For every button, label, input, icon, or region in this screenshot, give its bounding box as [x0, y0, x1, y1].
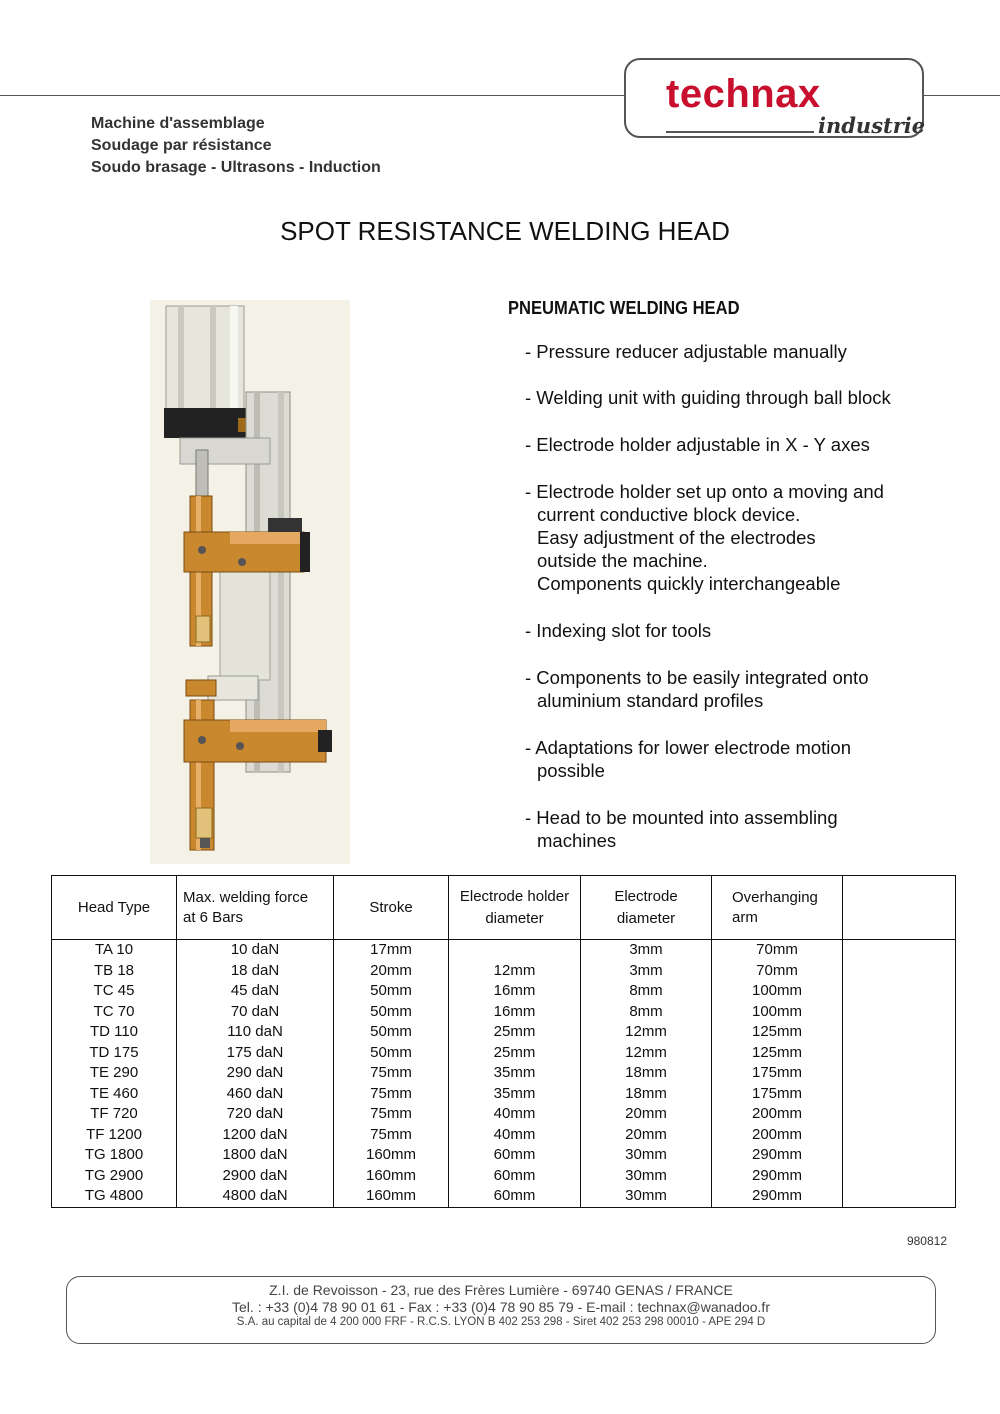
table-cell: 175mm	[712, 1084, 843, 1105]
table-cell: 12mm	[581, 1022, 712, 1043]
page-title: SPOT RESISTANCE WELDING HEAD	[280, 216, 730, 246]
table-cell: 18mm	[581, 1084, 712, 1105]
table-cell	[843, 1166, 956, 1187]
table-cell	[843, 1043, 956, 1064]
table-cell: 75mm	[334, 1104, 449, 1125]
feature-line: - Head to be mounted into assembling	[525, 807, 838, 828]
table-cell: 8mm	[581, 1002, 712, 1023]
section-heading: PNEUMATIC WELDING HEAD	[508, 298, 740, 318]
table-cell: 60mm	[449, 1186, 581, 1207]
table-cell: 160mm	[334, 1166, 449, 1187]
table-cell: 290mm	[712, 1145, 843, 1166]
table-cell: 75mm	[334, 1125, 449, 1146]
header-rule-left	[0, 95, 626, 96]
table-cell: 30mm	[581, 1145, 712, 1166]
table-row	[52, 1043, 956, 1064]
table-cell: TA 10	[52, 940, 177, 961]
feature-item	[525, 619, 711, 642]
table-cell: 8mm	[581, 981, 712, 1002]
table-cell: 3mm	[581, 961, 712, 982]
table-cell: 40mm	[449, 1104, 581, 1125]
logo-subtitle: industrie	[818, 113, 926, 138]
feature-line: - Electrode holder adjustable in X - Y axes	[525, 434, 870, 455]
table-cell: 160mm	[334, 1186, 449, 1207]
company-line: Machine d'assemblage	[91, 115, 265, 132]
table-cell: 1200 daN	[177, 1125, 334, 1146]
table-cell: 160mm	[334, 1145, 449, 1166]
feature-item	[525, 806, 838, 852]
table-cell: 40mm	[449, 1125, 581, 1146]
table-row	[52, 1022, 956, 1043]
table-cell: TC 45	[52, 981, 177, 1002]
feature-continuation: possible	[537, 760, 605, 781]
table-cell	[449, 940, 581, 961]
company-line: Soudo brasage - Ultrasons - Induction	[91, 159, 381, 176]
table-cell: 100mm	[712, 1002, 843, 1023]
table-cell: TF 1200	[52, 1125, 177, 1146]
table-cell: TC 70	[52, 1002, 177, 1023]
table-row	[52, 940, 956, 961]
table-cell: 200mm	[712, 1125, 843, 1146]
table-cell: 16mm	[449, 981, 581, 1002]
table-cell	[843, 1186, 956, 1207]
table-cell: 18mm	[581, 1063, 712, 1084]
table-cell: 200mm	[712, 1104, 843, 1125]
feature-continuation: current conductive block device.	[537, 504, 801, 525]
table-cell: 30mm	[581, 1166, 712, 1187]
column-header-holder-diameter: Electrode holder diameter	[449, 876, 581, 940]
table-cell: TG 1800	[52, 1145, 177, 1166]
document-reference: 980812	[906, 1234, 947, 1248]
footer-contact: Tel. : +33 (0)4 78 90 01 61 - Fax : +33 (0)4 78 90 85 79 - E-mail : technax@wanadoo.fr	[232, 1299, 770, 1315]
table-cell: 12mm	[449, 961, 581, 982]
footer	[66, 1276, 936, 1344]
company-line: Soudage par résistance	[91, 137, 272, 154]
table-cell	[843, 1022, 956, 1043]
feature-continuation: Easy adjustment of the electrodes	[537, 527, 816, 548]
table-cell: 25mm	[449, 1022, 581, 1043]
feature-item	[525, 736, 851, 782]
table-cell: 1800 daN	[177, 1145, 334, 1166]
table-row	[52, 1002, 956, 1023]
header-rule-right	[920, 95, 1000, 96]
table-row	[52, 1166, 956, 1187]
table-cell: 290 daN	[177, 1063, 334, 1084]
table-cell: 460 daN	[177, 1084, 334, 1105]
table-cell: TF 720	[52, 1104, 177, 1125]
table-row	[52, 1104, 956, 1125]
feature-continuation: Components quickly interchangeable	[537, 573, 841, 594]
table-cell: 70mm	[712, 940, 843, 961]
company-activities	[91, 113, 381, 179]
table-cell	[843, 1145, 956, 1166]
feature-continuation: outside the machine.	[537, 550, 708, 571]
table-cell	[843, 1002, 956, 1023]
table-cell: 70 daN	[177, 1002, 334, 1023]
table-cell: TD 175	[52, 1043, 177, 1064]
feature-line: - Welding unit with guiding through ball block	[525, 387, 891, 408]
table-cell	[843, 1084, 956, 1105]
table-cell: TG 2900	[52, 1166, 177, 1187]
logo-underline	[666, 131, 814, 133]
table-cell: 20mm	[334, 961, 449, 982]
table-row	[52, 1125, 956, 1146]
feature-continuation: aluminium standard profiles	[537, 690, 764, 711]
feature-item	[525, 433, 870, 456]
column-header-empty	[843, 876, 956, 940]
table-cell: 175 daN	[177, 1043, 334, 1064]
table-cell: 290mm	[712, 1166, 843, 1187]
footer-address: Z.I. de Revoisson - 23, rue des Frères Lumière - 69740 GENAS / FRANCE	[269, 1282, 733, 1298]
table-row	[52, 961, 956, 982]
column-header-head-type: Head Type	[52, 876, 177, 940]
table-cell: 2900 daN	[177, 1166, 334, 1187]
spec-table-body	[52, 940, 956, 1208]
feature-line: - Indexing slot for tools	[525, 620, 712, 641]
table-cell: 50mm	[334, 981, 449, 1002]
table-cell: 60mm	[449, 1166, 581, 1187]
table-cell: 35mm	[449, 1063, 581, 1084]
column-header-stroke: Stroke	[334, 876, 449, 940]
table-cell: 45 daN	[177, 981, 334, 1002]
table-cell: 175mm	[712, 1063, 843, 1084]
column-header-electrode-diameter: Electrode diameter	[581, 876, 712, 940]
table-cell: 290mm	[712, 1186, 843, 1207]
table-cell: 35mm	[449, 1084, 581, 1105]
table-cell: 12mm	[581, 1043, 712, 1064]
spec-table	[51, 875, 956, 1208]
table-row	[52, 1186, 956, 1207]
feature-item	[525, 386, 891, 409]
feature-item	[525, 666, 869, 712]
table-cell: TD 110	[52, 1022, 177, 1043]
table-cell: 110 daN	[177, 1022, 334, 1043]
table-row	[52, 1063, 956, 1084]
table-cell: 75mm	[334, 1084, 449, 1105]
table-cell: 25mm	[449, 1043, 581, 1064]
table-cell: TB 18	[52, 961, 177, 982]
table-cell	[843, 1125, 956, 1146]
feature-line: - Adaptations for lower electrode motion	[525, 737, 851, 758]
table-cell: 3mm	[581, 940, 712, 961]
table-cell: 125mm	[712, 1022, 843, 1043]
table-cell: 20mm	[581, 1125, 712, 1146]
table-cell	[843, 1063, 956, 1084]
table-cell: TE 290	[52, 1063, 177, 1084]
table-cell: 75mm	[334, 1063, 449, 1084]
feature-item	[525, 480, 884, 595]
table-cell	[843, 961, 956, 982]
table-cell	[843, 940, 956, 961]
table-row	[52, 1084, 956, 1105]
table-cell: 20mm	[581, 1104, 712, 1125]
table-cell	[843, 1104, 956, 1125]
table-cell: TG 4800	[52, 1186, 177, 1207]
table-cell: 4800 daN	[177, 1186, 334, 1207]
table-cell: 50mm	[334, 1022, 449, 1043]
feature-continuation: machines	[537, 830, 617, 851]
table-row	[52, 1145, 956, 1166]
footer-legal: S.A. au capital de 4 200 000 FRF - R.C.S. LYON B 402 253 298 - Siret 402 253 298 00010 - APE 294 D	[236, 1316, 766, 1328]
table-cell: 50mm	[334, 1043, 449, 1064]
table-cell: TE 460	[52, 1084, 177, 1105]
table-cell: 720 daN	[177, 1104, 334, 1125]
table-cell: 100mm	[712, 981, 843, 1002]
table-row	[52, 981, 956, 1002]
table-cell: 16mm	[449, 1002, 581, 1023]
logo-brand: technax	[666, 72, 821, 116]
table-cell: 50mm	[334, 1002, 449, 1023]
column-header-welding-force: Max. welding force at 6 Bars	[177, 876, 334, 940]
column-header-overhanging-arm: Overhanging arm	[712, 876, 843, 940]
feature-item	[525, 340, 847, 363]
feature-line: - Pressure reducer adjustable manually	[525, 341, 847, 362]
table-header-row	[52, 876, 956, 940]
table-cell: 125mm	[712, 1043, 843, 1064]
feature-line: - Components to be easily integrated onto	[525, 667, 869, 688]
table-cell: 17mm	[334, 940, 449, 961]
table-cell: 18 daN	[177, 961, 334, 982]
welding-head-photo	[150, 300, 350, 864]
feature-line: - Electrode holder set up onto a moving and	[525, 481, 884, 502]
table-cell: 30mm	[581, 1186, 712, 1207]
table-cell: 10 daN	[177, 940, 334, 961]
table-cell: 60mm	[449, 1145, 581, 1166]
table-cell: 70mm	[712, 961, 843, 982]
table-cell	[843, 981, 956, 1002]
